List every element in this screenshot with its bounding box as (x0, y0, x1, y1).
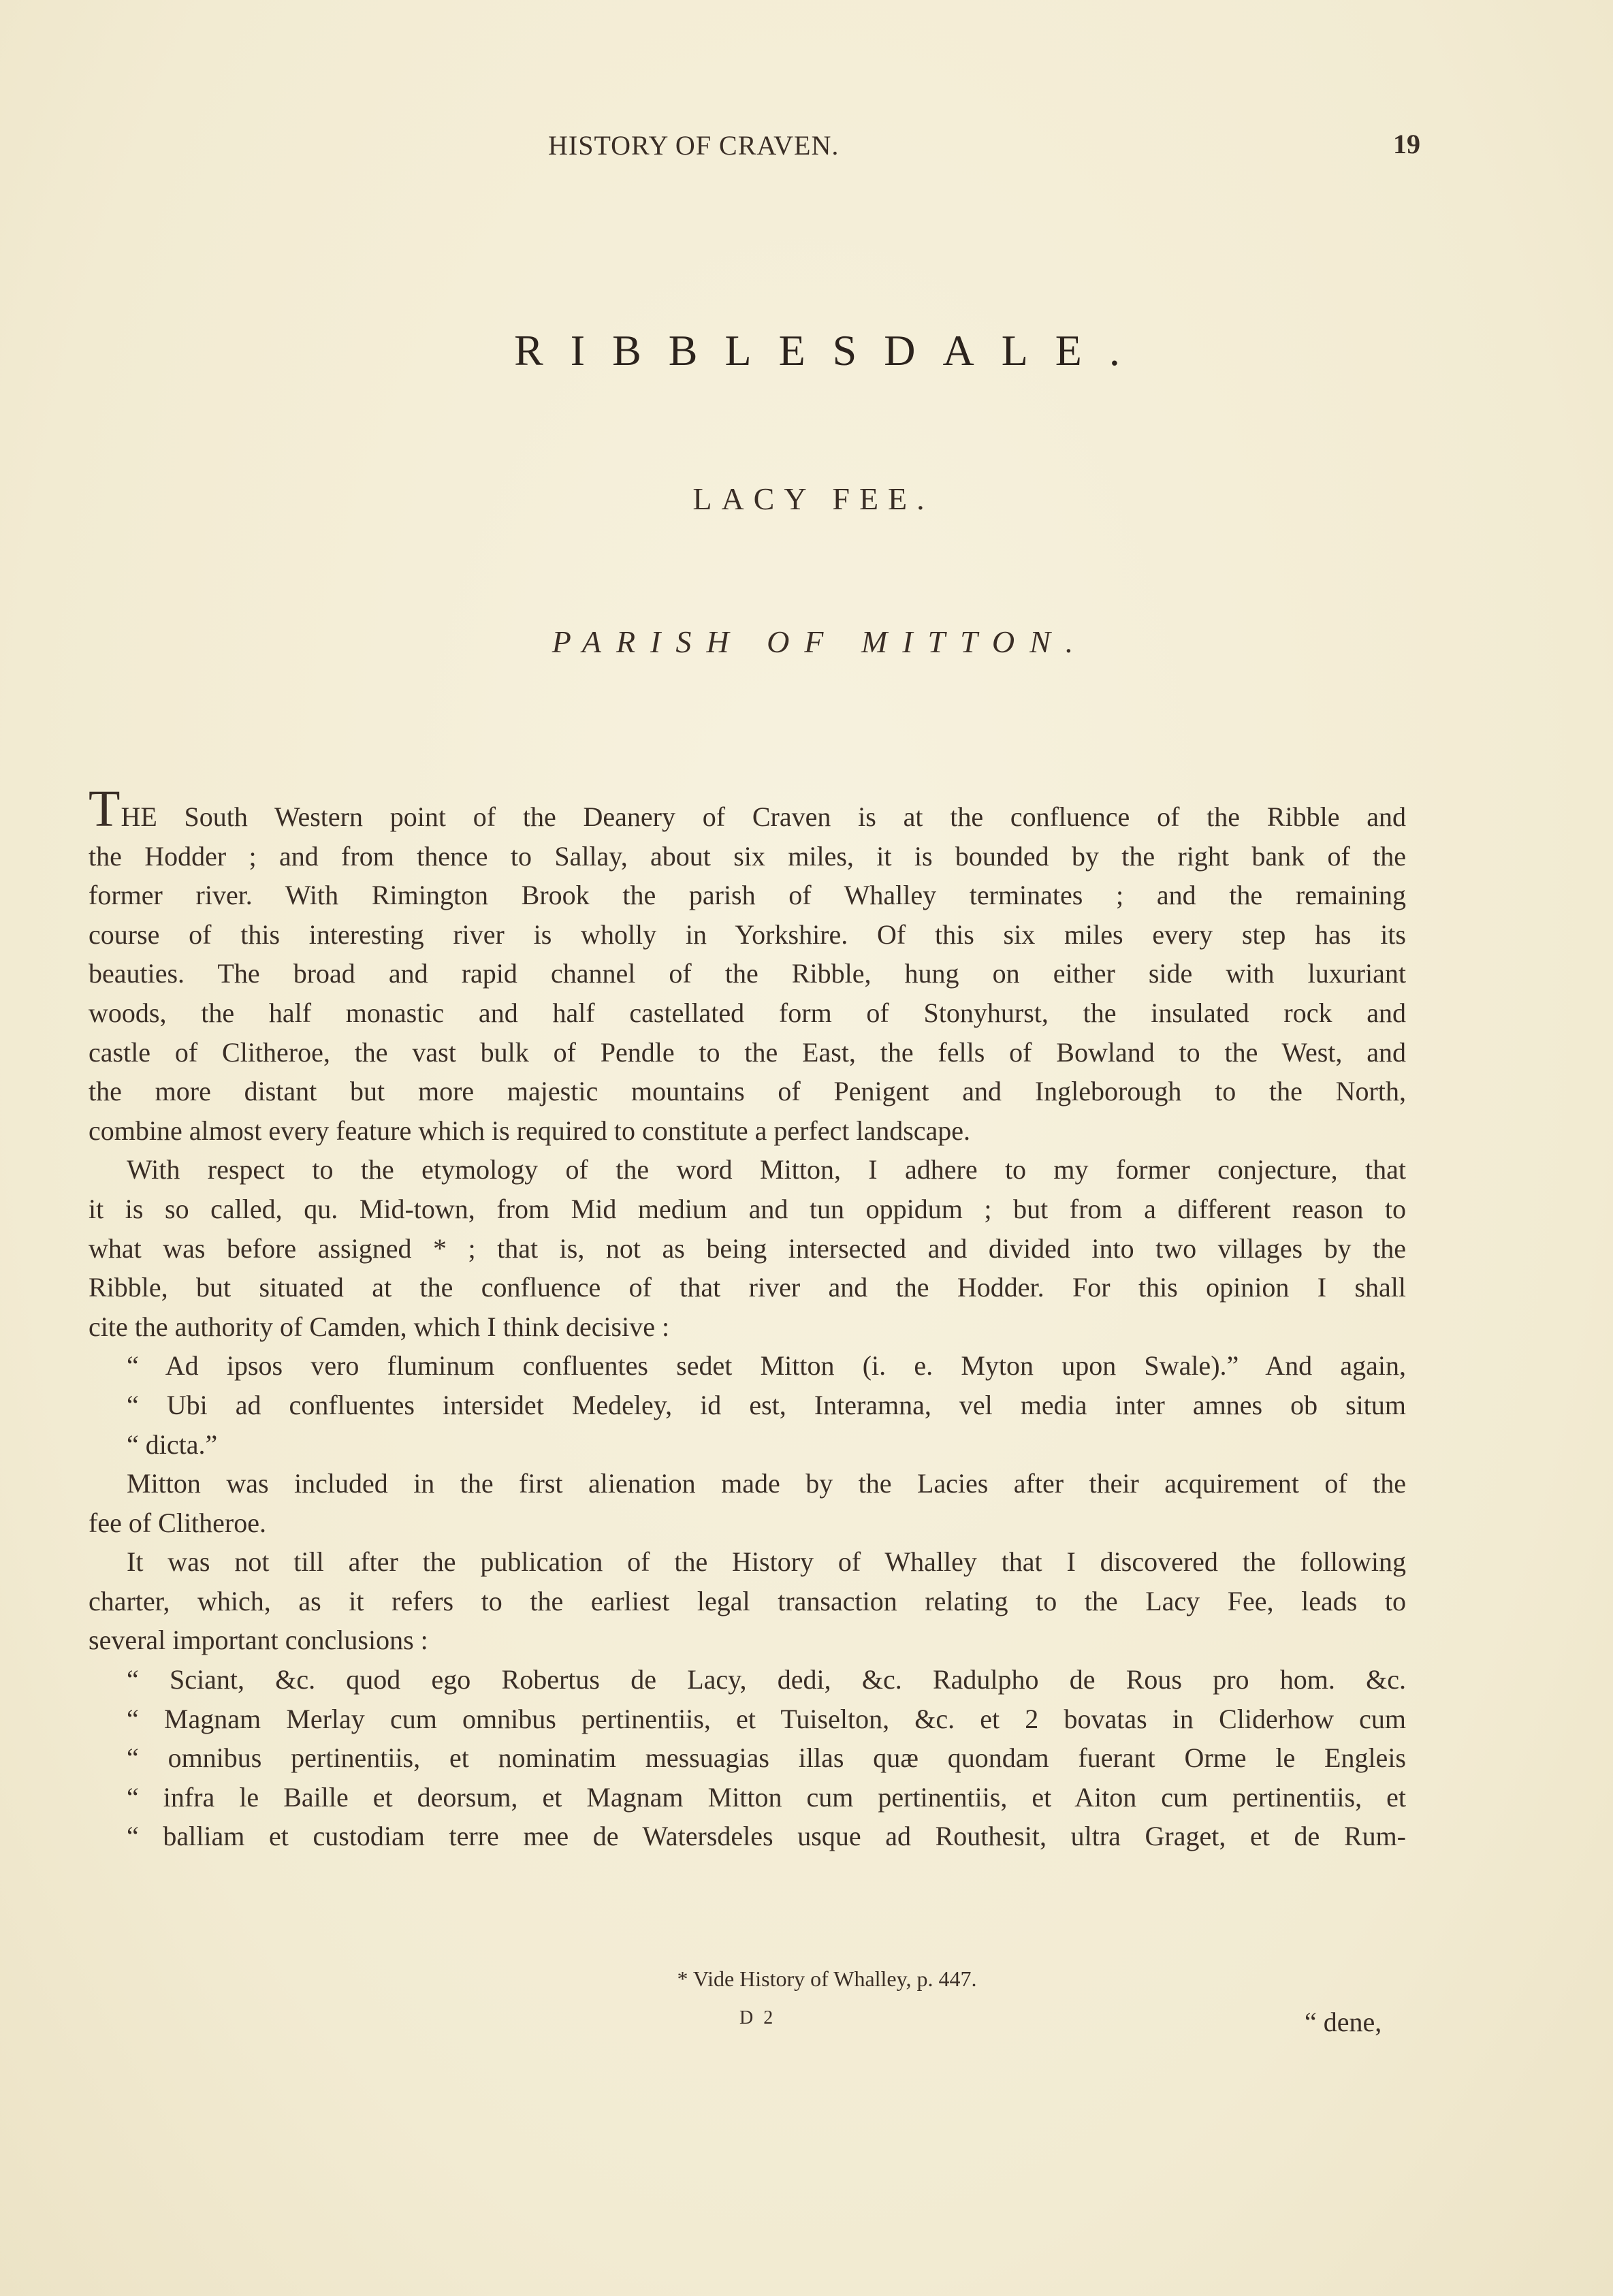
text-line: Ribble, but situated at the confluence of that river and the Hodder. For this opinion I shall (89, 1272, 1406, 1303)
text-line: what was before assigned * ; that is, not as being intersected and divided into two villages by the (89, 1232, 1406, 1264)
text-line: Mitton was included in the first alienation made by the Lacies after their acquirement of the (127, 1468, 1406, 1499)
text-line: it is so called, qu. Mid-town, from Mid medium and tun oppidum ; but from a different reason to (89, 1193, 1406, 1224)
quote-line: “ omnibus pertinentiis, et nominatim messuagias illas quæ quondam fuerant Orme le Engleis (127, 1742, 1406, 1774)
quote-line: “ Sciant, &c. quod ego Robertus de Lacy, dedi, &c. Radulpho de Rous pro hom. &c. (127, 1664, 1406, 1695)
text-line: cite the authority of Camden, which I think decisive : (89, 1311, 670, 1342)
text-line: beauties. The broad and rapid channel of the Ribble, hung on either side with luxuriant (89, 958, 1406, 989)
text-line: former river. With Rimington Brook the parish of Whalley terminates ; and the remaining (89, 880, 1406, 911)
text-line: woods, the half monastic and half castellated form of Stonyhurst, the insulated rock and (89, 997, 1406, 1028)
subtitle: LACY FEE. (692, 481, 934, 516)
text-line: the Hodder ; and from thence to Sallay, about six miles, it is bounded by the right bank of the (89, 840, 1406, 872)
text-line: castle of Clitheroe, the vast bulk of Pendle to the East, the fells of Bowland to the West, and (89, 1036, 1406, 1068)
catchword: “ dene, (1305, 2007, 1382, 2037)
text-line: combine almost every feature which is required to constitute a perfect landscape. (89, 1115, 971, 1146)
section-title: PARISH OF MITTON. (552, 624, 1089, 659)
quote-line: “ Ubi ad confluentes intersidet Medeley, id est, Interamna, vel media inter amnes ob situm (127, 1389, 1406, 1420)
quote-line: “ infra le Baille et deorsum, et Magnam Mitton cum pertinentiis, et Aiton cum pertinentiis, et (127, 1781, 1406, 1813)
drop-cap: T (89, 780, 121, 838)
text-line-content: HE South Western point of the Deanery of Craven is at the confluence of the Ribble and (121, 801, 1406, 832)
body-text (89, 780, 1406, 1856)
text-line: charter, which, as it refers to the earliest legal transaction relating to the Lacy Fee, leads to (89, 1585, 1406, 1616)
text-line: It was not till after the publication of the History of Whalley that I discovered the following (127, 1546, 1406, 1578)
running-head: HISTORY OF CRAVEN. (548, 130, 840, 161)
text-line: course of this interesting river is wholly in Yorkshire. Of this six miles every step has its (89, 919, 1406, 950)
signature-mark: D 2 (739, 2007, 776, 2028)
text-line (89, 780, 1406, 838)
text-line: fee of Clitheroe. (89, 1507, 266, 1538)
quote-line: “ Ad ipsos vero fluminum confluentes sedet Mitton (i. e. Myton upon Swale).” And again, (127, 1350, 1406, 1382)
text-line: several important conclusions : (89, 1625, 428, 1656)
page-number: 19 (1393, 129, 1420, 159)
quote-line: “ Magnam Merlay cum omnibus pertinentiis, et Tuiselton, &c. et 2 bovatas in Cliderhow cum (127, 1703, 1406, 1734)
text-line: the more distant but more majestic mountains of Penigent and Ingleborough to the North, (89, 1076, 1406, 1107)
quote-line: “ balliam et custodiam terre mee de Watersdeles usque ad Routhesit, ultra Graget, et de Rum- (127, 1821, 1406, 1852)
quote-line: “ dicta.” (127, 1429, 218, 1460)
text-line: With respect to the etymology of the word Mitton, I adhere to my former conjecture, that (127, 1154, 1406, 1185)
footnote: * Vide History of Whalley, p. 447. (677, 1966, 977, 1991)
chapter-title: RIBBLESDALE. (514, 326, 1147, 374)
